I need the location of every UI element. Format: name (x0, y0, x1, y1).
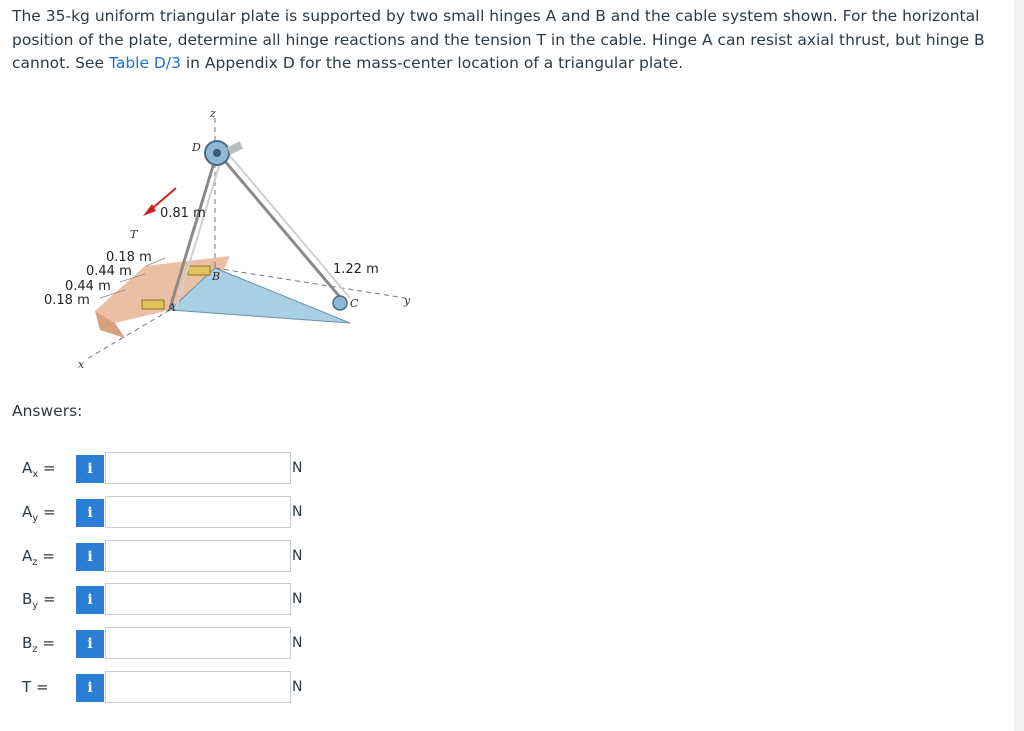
answer-label: $A_y$ = (22, 503, 56, 524)
axis-z-label: z (210, 107, 216, 120)
answer-row-bz (0, 627, 330, 661)
dim-0-18-bottom: 0.18 m (44, 293, 90, 308)
problem-text-end: in Appendix D for the mass-center location of a triangular plate. (180, 54, 684, 72)
dim-0-18-top: 0.18 m (106, 250, 152, 265)
info-icon[interactable]: i (76, 630, 104, 658)
unit-label: N (292, 679, 303, 695)
unit-label: N (292, 548, 303, 564)
dim-1-22: 1.22 m (333, 262, 379, 277)
cable-dc-2 (225, 150, 350, 298)
scrollbar[interactable] (1014, 0, 1024, 731)
answer-row-az (0, 540, 330, 574)
label-b: B (212, 270, 221, 283)
answer-label: $A_z$ = (22, 547, 55, 568)
dim-0-81: 0.81 m (160, 206, 206, 221)
answer-row-ay (0, 496, 330, 530)
label-a: A (168, 301, 176, 314)
hinge-b (188, 266, 210, 275)
label-t: T (130, 228, 138, 241)
answer-row-ax (0, 452, 330, 486)
pulley-d-hub (213, 149, 221, 157)
info-icon[interactable]: i (76, 543, 104, 571)
answer-row-t (0, 671, 330, 705)
answer-input-ay[interactable] (105, 496, 291, 528)
answer-input-ax[interactable] (105, 452, 291, 484)
label-c: C (350, 297, 359, 310)
answer-input-t[interactable] (105, 671, 291, 703)
answer-input-bz[interactable] (105, 627, 291, 659)
unit-label: N (292, 591, 303, 607)
answer-input-az[interactable] (105, 540, 291, 572)
answer-row-by (0, 583, 330, 617)
unit-label: N (292, 460, 303, 476)
answer-label: T = (22, 678, 49, 696)
info-icon[interactable]: i (76, 455, 104, 483)
problem-text: The 35-kg uniform triangular plate is supported by two small hinges A and B and the cable system shown. For the horizontal position of the plate, determine all hinge reactions and the tension T in the cable. Hinge A can resist axial thrust, but hinge B cannot. See (12, 7, 985, 72)
table-link[interactable]: Table D/3 (108, 54, 181, 72)
axis-y-label: y (404, 294, 411, 307)
answer-label: $A_x$ = (22, 459, 56, 480)
label-d: D (192, 141, 201, 154)
info-icon[interactable]: i (76, 674, 104, 702)
problem-statement (12, 5, 1002, 76)
unit-label: N (292, 504, 303, 520)
info-icon[interactable]: i (76, 499, 104, 527)
plate-figure (20, 98, 420, 378)
answer-label: $B_y$ = (22, 590, 56, 611)
axis-x-label: x (78, 358, 85, 371)
pulley-c (333, 296, 347, 310)
info-icon[interactable]: i (76, 586, 104, 614)
hinge-a (142, 300, 164, 309)
answer-label: $B_z$ = (22, 634, 55, 655)
unit-label: N (292, 635, 303, 651)
dim-0-44-top: 0.44 m (86, 264, 132, 279)
answers-label: Answers: (12, 402, 83, 420)
answer-input-by[interactable] (105, 583, 291, 615)
dim-0-44-bottom: 0.44 m (65, 279, 111, 294)
